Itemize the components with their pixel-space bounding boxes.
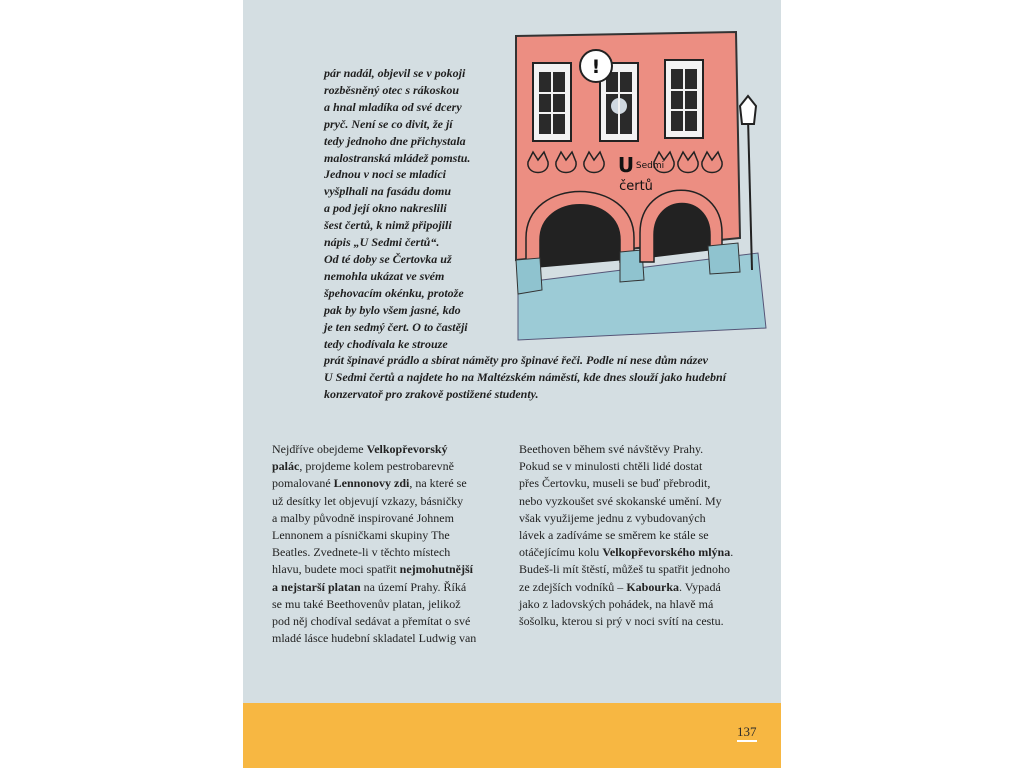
text-line: Nejdříve obejdeme Velkopřevorský [272,442,448,456]
sign-letter: U [617,153,635,177]
text-line: Lennonem a písničkami skupiny The [272,528,450,543]
italic-line: vyšplhali na fasádu domu [324,184,452,199]
italic-line: a pod její okno nakreslili [324,201,447,216]
italic-line: tedy jednoho dne přichystala [324,133,466,148]
text-line: hlavu, budete moci spatřit nejmohutnější [272,562,473,577]
text-line: otáčejícímu kolu Velkopřevorského mlýna. [519,545,734,560]
exclamation-mark: ! [591,56,601,78]
sign-word-certu: čertů [619,179,653,194]
sign-word-sedmi: Sedmi [635,161,665,171]
italic-line: rozběsněný otec s rákoskou [324,82,460,97]
text-line: Beatles. Zvednete-li v těchto místech [272,545,451,560]
italic-line: tedy chodívala ke strouze [324,336,448,351]
italic-line: nápis „U Sedmi čertů“. [324,235,440,250]
text-line: šošolku, kterou si prý v noci svítí na cestu. [519,614,724,629]
italic-line: U Sedmi čertů a najdete ho na Maltézském náměstí, kde dnes slouží jako hudební [324,370,727,385]
bold-term: Kabourka [626,579,679,594]
page-number: 137 [737,724,757,742]
text-line: nebo vyzkoušet své skokanské umění. My [519,493,722,508]
bold-term: nejmohutnější [399,562,473,577]
italic-line: špehovacím okénku, protože [324,285,464,300]
text-line: ze zdejších vodníků – Kabourka. Vypadá [519,579,721,594]
italic-line: nemohla ukázat ve svém [324,268,445,283]
bold-term: a nejstarší platan [272,579,361,594]
text-line: už desítky let objevují vzkazy, básničky [272,493,464,508]
text-line: pod něj chodíval sedávat a přemítat o své [272,614,471,629]
bold-term: Velkopřevorský [366,442,448,456]
italic-line: pryč. Není se co divit, že jí [324,116,453,131]
text-line: však využijeme jednu z vybudovaných [519,510,706,525]
italic-line: Od té doby se Čertovka už [324,251,452,266]
footer-band [243,703,781,768]
italic-line: konzervatoř pro zrakově postižené studenty. [324,387,539,402]
body-column-right [519,441,749,630]
book-page [243,0,781,768]
text-line: jako z ladovských pohádek, na hlavě má [519,596,714,611]
text-line: se mu také Beethovenův platan, jelikož [272,596,461,611]
body-column-left [272,441,502,647]
text-line: mladé lásce hudební skladatel Ludwig van [272,631,477,646]
text-line: Pokud se v minulosti chtěli lidé dostat [519,459,703,474]
italic-line: Jednou v noci se mladíci [324,167,446,182]
text-line: přes Čertovku, museli se buď přebrodit, [519,476,711,491]
text-line: palác, projdeme kolem pestrobarevně [272,459,454,474]
italic-line: malostranská mládež pomstu. [324,150,471,165]
italic-line: prát špinavé prádlo a sbírat náměty pro špinavé řeči. Podle ní nese dům název [324,353,708,368]
text-line: lávek a zadíváme se směrem ke stále se [519,528,709,543]
italic-story-text [324,65,764,403]
italic-line: pak by bylo všem jasné, kdo [324,302,461,317]
text-line: Budeš-li mít štěstí, můžeš tu spatřit jednoho [519,562,730,577]
text-line: a malby původně inspirované Johnem [272,510,454,525]
text-line: Beethoven během své návštěvy Prahy. [519,442,704,456]
bold-term: Velkopřevorského mlýna [602,545,731,560]
italic-line: je ten sedmý čert. O to častěji [324,319,468,334]
italic-line: pár nadál, objevil se v pokoji [324,66,466,80]
bold-term: palác [272,459,300,474]
text-line: pomalované Lennonovy zdi, na které se [272,476,467,491]
italic-line: šest čertů, k nimž připojili [324,218,452,233]
bold-term: Lennonovy zdi [333,476,410,491]
text-line: a nejstarší platan na území Prahy. Říká [272,579,467,594]
italic-line: a hnal mladíka od své dcery [324,99,462,114]
